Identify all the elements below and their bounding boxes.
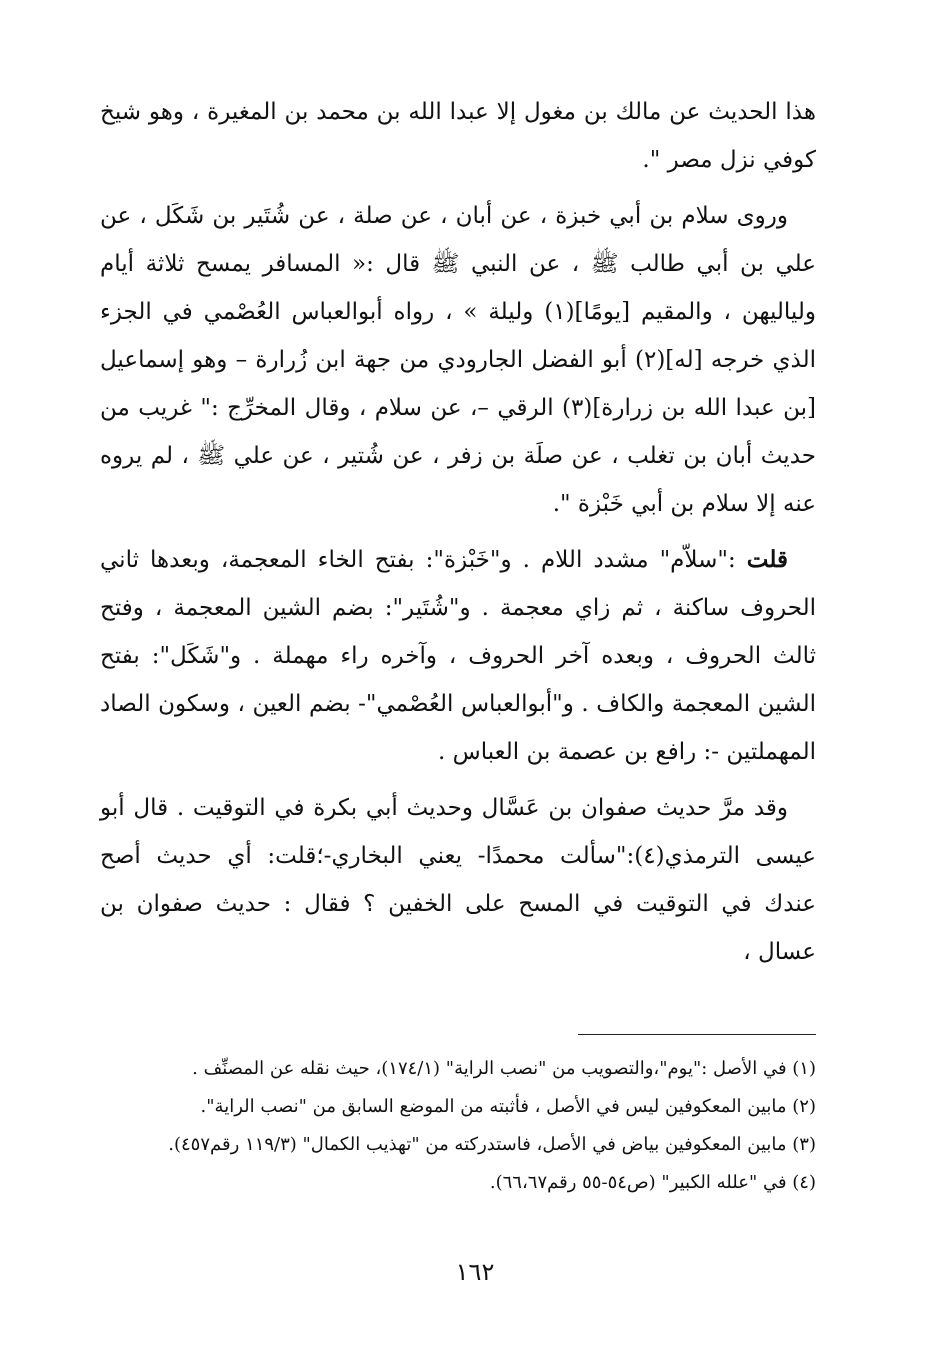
paragraph-text: وروى سلام بن أبي خبزة ، عن أبان ، عن صلة ، عن شُتَير بن شَكَل ، عن علي بن أبي طالب ﷺ ، عن النبي ﷺ قال :« المسافر يمسح ثلاثة أيام ولياليهن ، والمقيم [يومًا](١) وليلة » ، رواه أبوالعباس العُصْمي في الجزء الذي خرجه [له](٢) أبو الفضل الجارودي من جهة ابن زُرارة – وهو إسماعيل [بن عبدا الله بن زرارة](٣) الرقي –، عن سلام ، وقال المخرِّج :" غريب من حديث أبان بن تغلب ، عن صلَة بن زفر ، عن شُتير ، عن علي ﷺ ، لم يروه عنه إلا سلام بن أبي خَبْزة ". <box>100 203 816 517</box>
page-number: ١٦٢ <box>455 1258 495 1286</box>
paragraph-lead-qultu: قلت <box>746 546 788 573</box>
paragraph-4 <box>100 784 816 976</box>
footnote-1: (١) في الأصل :"يوم"،والتصويب من "نصب الراية" (١٧٤/١)، حيث نقله عن المصنِّف . <box>192 1058 816 1079</box>
paragraph-text: هذا الحديث عن مالك بن مغول إلا عبدا الله بن محمد بن المغيرة ، وهو شيخ كوفي نزل مصر ". <box>100 99 816 173</box>
paragraph-3 <box>100 536 816 776</box>
paragraph-text: :"سلاّم" مشدد اللام . و"خَبْزة": بفتح الخاء المعجمة، وبعدها ثاني الحروف ساكنة ، ثم زاي معجمة . و"شُتَير": بضم الشين المعجمة ، وفتح ثالث الحروف ، وبعده آخر الحروف ، وآخره راء مهملة . و"شَكَل": بفتح الشين المعجمة والكاف . و"أبوالعباس العُصْمي"- بضم العين ، وسكون الصاد المهملتين -: رافع بن عصمة بن العباس . <box>100 547 816 765</box>
paragraph-2 <box>100 192 816 528</box>
paragraph-1 <box>100 88 816 184</box>
footnote-divider <box>578 1034 816 1035</box>
footnotes <box>100 1050 816 1202</box>
footnote-2: (٢) مابين المعكوفين ليس في الأصل ، فأثبته من الموضع السابق من "نصب الراية". <box>200 1096 816 1117</box>
footnote-3: (٣) مابين المعكوفين بياض في الأصل، فاستدركته من "تهذيب الكمال" (١١٩/٣ رقم٤٥٧). <box>168 1134 816 1155</box>
paragraph-text: وقد مرَّ حديث صفوان بن عَسَّال وحديث أبي بكرة في التوقيت . قال أبو عيسى الترمذي(٤):"سألت محمدًا- يعني البخاري-؛قلت: أي حديث أصح عندك في التوقيت في المسح على الخفين ؟ فقال : حديث صفوان بن عسال ، <box>100 795 817 965</box>
footnote-4: (٤) في "علله الكبير" (ص٥٤-٥٥ رقم٦٦،٦٧). <box>489 1172 816 1193</box>
main-text <box>100 88 816 984</box>
